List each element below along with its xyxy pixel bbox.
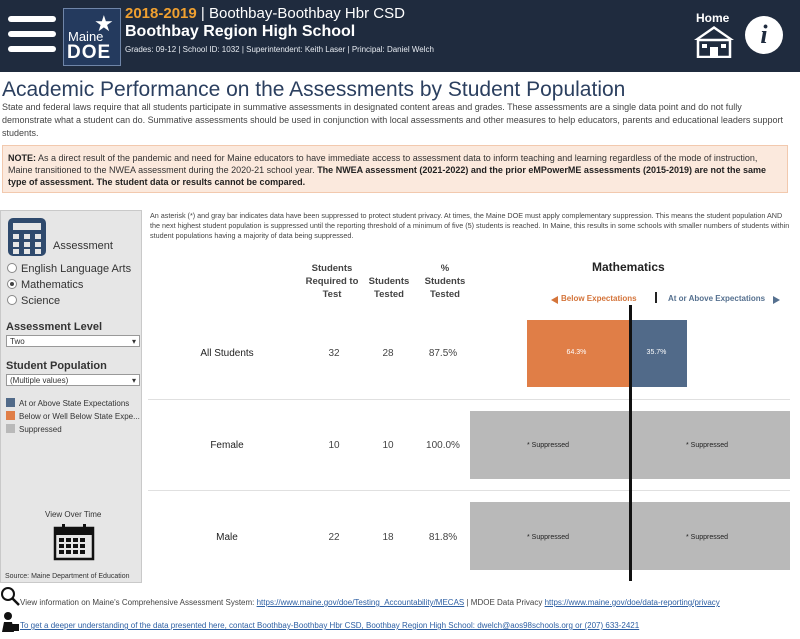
reader-icon: [0, 611, 20, 633]
intro-text: State and federal laws require that all students participate in summative assessments in designated content areas and grades. These assessments are a single data point and do not fully demonstrate what a student can do. Summative assessments should be used in conjunction with local assessments and other measures to help educators, parents and educational leaders support students.: [2, 102, 783, 138]
radio-dot: [7, 263, 17, 273]
legend-item-suppressed: [6, 425, 62, 434]
legend-label: At or Above State Expectations: [19, 399, 130, 408]
legend-label: Below or Well Below State Expe...: [19, 412, 140, 421]
row-label-male: Male: [216, 532, 238, 543]
student-population-label: Student Population: [6, 360, 107, 372]
note-label: NOTE:: [8, 153, 36, 163]
menu-icon[interactable]: [8, 16, 56, 56]
header-bar: [0, 0, 800, 72]
district-name: Boothbay-Boothbay Hbr CSD: [208, 5, 405, 22]
header-pct-tested: % Students Tested: [424, 263, 466, 300]
legend-swatch: [6, 398, 15, 407]
view-over-time-label[interactable]: View Over Time: [45, 510, 102, 519]
chart-zero-line: [629, 305, 632, 581]
footer-mid: | MDOE Data Privacy: [464, 598, 545, 607]
home-label[interactable]: Home: [696, 11, 730, 25]
right-arrow-icon: [773, 296, 780, 304]
mecas-link[interactable]: https://www.maine.gov/doe/Testing_Accountability/MECAS: [256, 598, 465, 607]
cell-required: 10: [328, 440, 340, 451]
pandemic-note: [2, 145, 788, 193]
radio-english-language-arts[interactable]: [7, 263, 131, 275]
school-meta: Grades: 09-12 | School ID: 1032 | Superintendent: Keith Laser | Principal: Daniel Welch: [125, 45, 434, 54]
suppressed-text-right: * Suppressed: [686, 534, 729, 541]
radio-dot: [7, 295, 17, 305]
row-divider: [148, 490, 790, 491]
filter-sidebar: [0, 210, 142, 583]
cell-tested: 10: [382, 440, 394, 451]
legend-item-below: [6, 412, 140, 421]
radio-mathematics[interactable]: [7, 279, 83, 291]
radio-science[interactable]: [7, 295, 60, 307]
note-text: As a direct result of the pandemic and need for Maine educators to have immediate access to assessment data to inform teaching and learning regardless of the mode of instruction, Maine transitioned to the NWEA assessment during the 2020-21 school year.: [8, 153, 758, 175]
assessment-label: Assessment: [53, 240, 113, 252]
suppressed-text-right: * Suppressed: [686, 442, 729, 449]
note-bold: The NWEA assessment (2021-2022) and the prior eMPowerME assessments (2015-2019) are not the same type of assessment. The student data or results cannot be compared.: [8, 165, 767, 187]
logo-doe-text: DOE: [67, 42, 112, 63]
cell-pct: 81.8%: [428, 532, 458, 543]
header-students-required: Students Required to Test: [305, 263, 359, 300]
suppression-note: An asterisk (*) and gray bar indicates data have been suppressed to protect student privacy. At times, the Maine DOE must apply complementary suppression. This means the student population AND the next highest student population is suppressed until the reporting threshold of a minimum of five (5) students is reached. In Maine, this results in some schools with smaller numbers of students within student populations having a majority of data being suppressed.: [150, 211, 790, 240]
magnifier-icon: [0, 586, 20, 606]
cell-required: 32: [328, 348, 340, 359]
radio-label: Mathematics: [21, 279, 84, 291]
cell-tested: 18: [382, 532, 394, 543]
source-text: Source: Maine Department of Education: [5, 573, 130, 580]
home-icon[interactable]: [692, 24, 736, 58]
left-arrow-icon: [551, 296, 558, 304]
data-privacy-link[interactable]: https://www.maine.gov/doe/data-reporting/privacy: [544, 598, 720, 607]
row-label-female: Female: [210, 440, 244, 451]
cell-required: 22: [328, 532, 340, 543]
bar-label-below: 64.3%: [566, 348, 587, 356]
below-expectations-label: Below Expectations: [561, 294, 637, 303]
header-students-tested: Students Tested: [368, 276, 410, 300]
school-year: 2018-2019: [125, 5, 197, 22]
cell-pct: 100.0%: [426, 440, 460, 451]
star-icon: ★: [94, 11, 114, 36]
row-divider: [148, 399, 790, 400]
student-population-select[interactable]: (Multiple values) ▾: [6, 374, 140, 386]
logo-maine-text: Maine: [68, 29, 104, 44]
suppressed-text-left: * Suppressed: [527, 442, 570, 449]
footer-line-1: [20, 598, 720, 607]
legend-item-above: [6, 399, 129, 408]
legend-swatch: [6, 411, 15, 420]
footer-prefix: View information on Maine's Comprehensive Assessment System:: [20, 598, 257, 607]
row-label-all-students: All Students: [200, 348, 254, 359]
radio-dot-selected: [7, 279, 17, 289]
radio-label: Science: [21, 295, 61, 307]
above-expectations-label: At or Above Expectations: [668, 294, 766, 303]
assessment-level-select[interactable]: Two ▾: [6, 335, 140, 347]
maine-doe-logo: [63, 8, 121, 66]
header-separator: |: [196, 5, 209, 22]
school-name: Boothbay Region High School: [125, 23, 356, 40]
axis-tick: [655, 292, 657, 303]
bar-label-above: 35.7%: [646, 348, 667, 356]
calendar-icon[interactable]: [53, 523, 95, 561]
cell-tested: 28: [382, 348, 394, 359]
calculator-icon: [8, 218, 46, 256]
info-icon[interactable]: i: [745, 16, 783, 54]
cell-pct: 87.5%: [428, 348, 458, 359]
legend-label: Suppressed: [19, 425, 62, 434]
legend-swatch: [6, 424, 15, 433]
footer-line-2: [20, 621, 639, 630]
page-title: Academic Performance on the Assessments by Student Population: [2, 78, 626, 101]
suppressed-text-left: * Suppressed: [527, 534, 570, 541]
radio-label: English Language Arts: [21, 263, 132, 275]
chart-title: Mathematics: [592, 260, 665, 274]
year-district-line: [125, 5, 405, 22]
contact-link[interactable]: To get a deeper understanding of the data presented here, contact Boothbay-Boothbay Hbr CSD, Boothbay Region High School: dwelch@aos98schools.org or (207) 633-2421: [20, 621, 640, 630]
assessment-level-label: Assessment Level: [6, 321, 102, 333]
